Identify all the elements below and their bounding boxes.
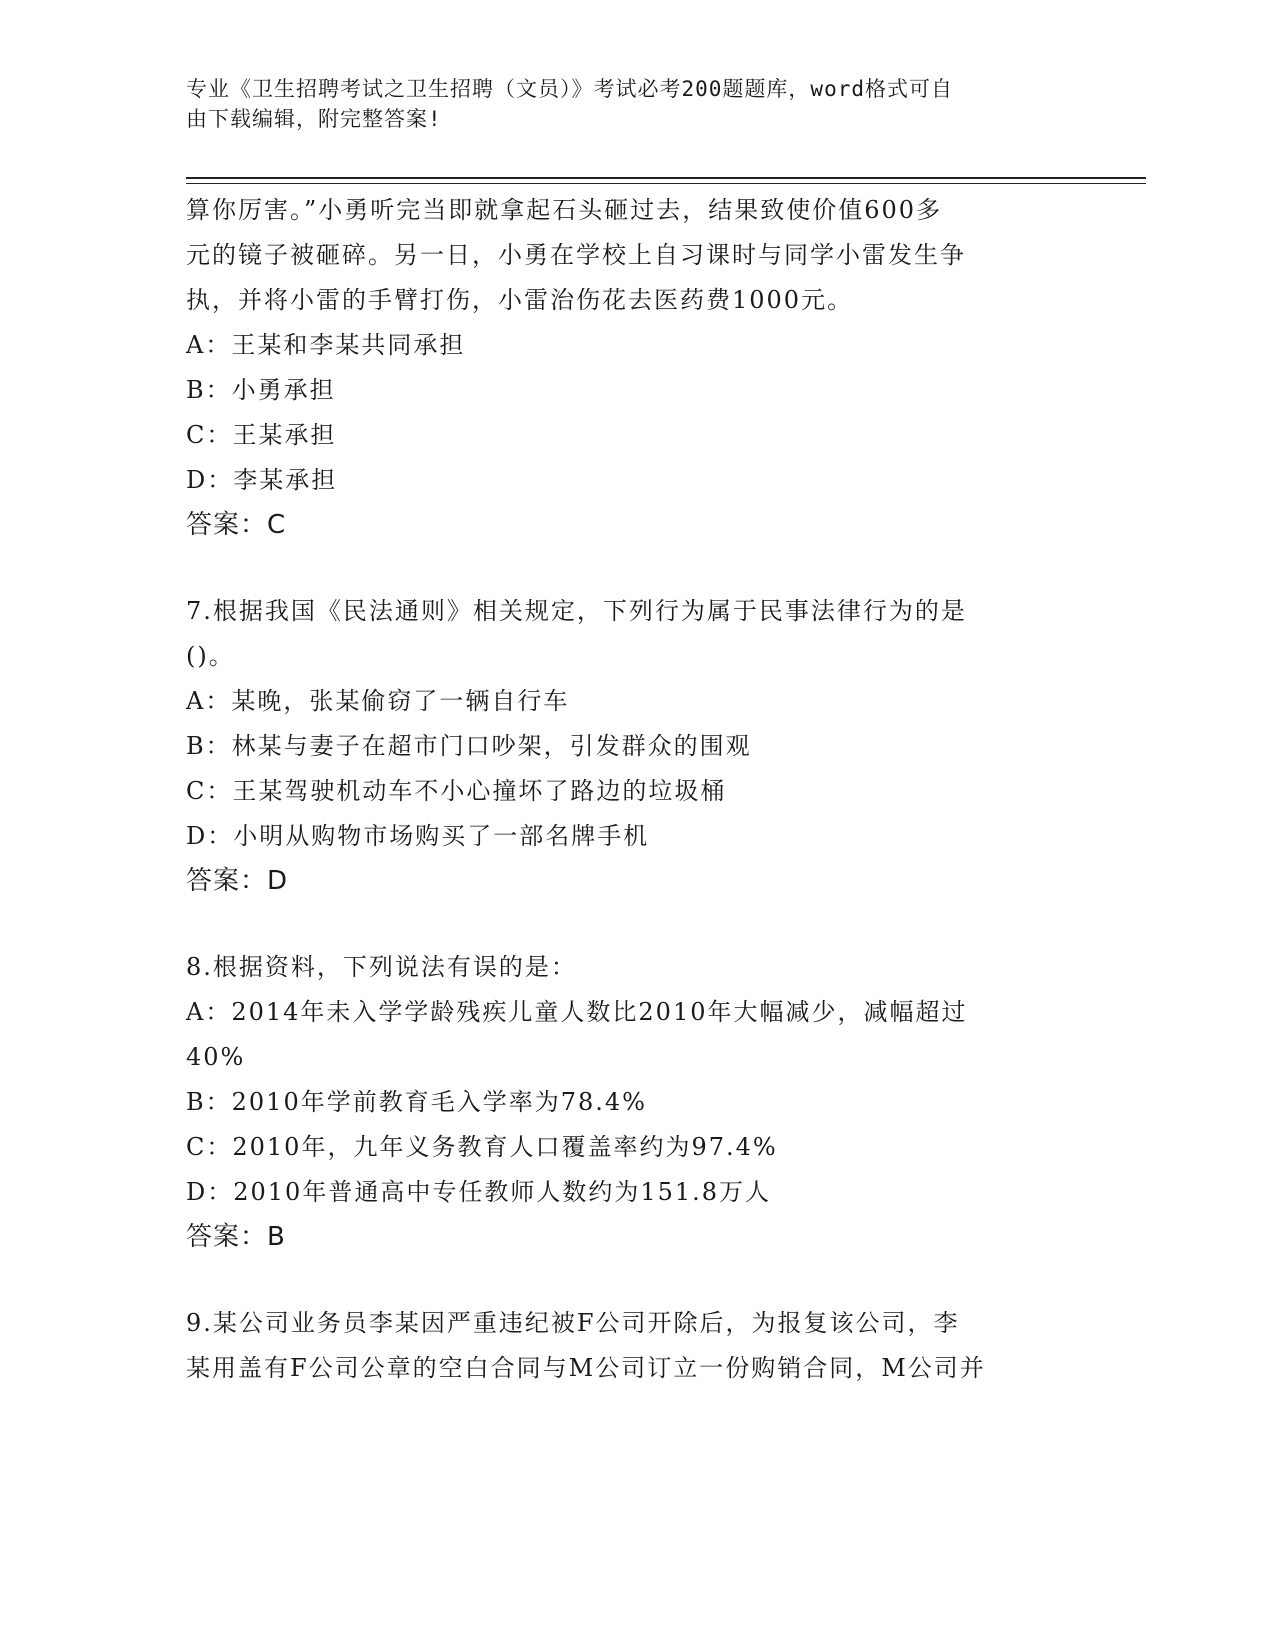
question-6-continuation (186, 188, 1086, 548)
question-text-line: 某用盖有F公司公章的空白合同与M公司订立一份购销合同，M公司并 (186, 1354, 986, 1382)
option-b: B：林某与妻子在超市门口吵架，引发群众的围观 (186, 732, 752, 760)
option-d: D：2010年普通高中专任教师人数约为151.8万人 (186, 1178, 772, 1206)
answer-line: 答案：D (186, 866, 289, 896)
question-8 (186, 945, 1086, 1260)
question-text-line: 执，并将小雷的手臂打伤，小雷治伤花去医药费1000元。 (186, 286, 854, 314)
question-gap (186, 904, 1086, 945)
answer-line: 答案：B (186, 1222, 286, 1252)
option-b: B：小勇承担 (186, 376, 336, 404)
question-gap (186, 548, 1086, 589)
option-d: D：李某承担 (186, 466, 338, 494)
question-gap (186, 1260, 1086, 1301)
option-b: B：2010年学前教育毛入学率为78.4% (186, 1088, 647, 1116)
option-a: A：某晚，张某偷窃了一辆自行车 (186, 687, 570, 715)
document-header (186, 74, 1066, 134)
question-text-line: 9.某公司业务员李某因严重违纪被F公司开除后，为报复该公司，李 (186, 1309, 960, 1337)
header-rule-thick (186, 177, 1146, 179)
header-rule-thin (186, 183, 1146, 184)
question-9 (186, 1301, 1086, 1391)
option-a: A：王某和李某共同承担 (186, 331, 466, 359)
question-text-line: 8.根据资料，下列说法有误的是： (186, 953, 577, 981)
option-a-continuation: 40% (186, 1043, 246, 1071)
option-d: D：小明从购物市场购买了一部名牌手机 (186, 822, 650, 850)
question-text-line: 7.根据我国《民法通则》相关规定，下列行为属于民事法律行为的是 (186, 597, 967, 625)
question-text-line: ()。 (186, 642, 235, 670)
option-c: C：2010年，九年义务教育人口覆盖率约为97.4% (186, 1133, 778, 1161)
question-text-line: 元的镜子被砸碎。另一日，小勇在学校上自习课时与同学小雷发生争 (186, 241, 966, 269)
header-line-1: 专业《卫生招聘考试之卫生招聘（文员）》考试必考200题题库，word格式可自 (186, 77, 953, 101)
option-c: C：王某驾驶机动车不小心撞坏了路边的垃圾桶 (186, 777, 727, 805)
header-line-2: 由下载编辑，附完整答案! (186, 107, 442, 131)
option-c: C：王某承担 (186, 421, 337, 449)
question-7 (186, 589, 1086, 904)
document-body (186, 188, 1086, 1391)
option-a: A：2014年未入学学龄残疾儿童人数比2010年大幅减少，减幅超过 (186, 998, 968, 1026)
question-text-line: 算你厉害。”小勇听完当即就拿起石头砸过去，结果致使价值600多 (186, 196, 943, 224)
answer-line: 答案：C (186, 510, 287, 540)
